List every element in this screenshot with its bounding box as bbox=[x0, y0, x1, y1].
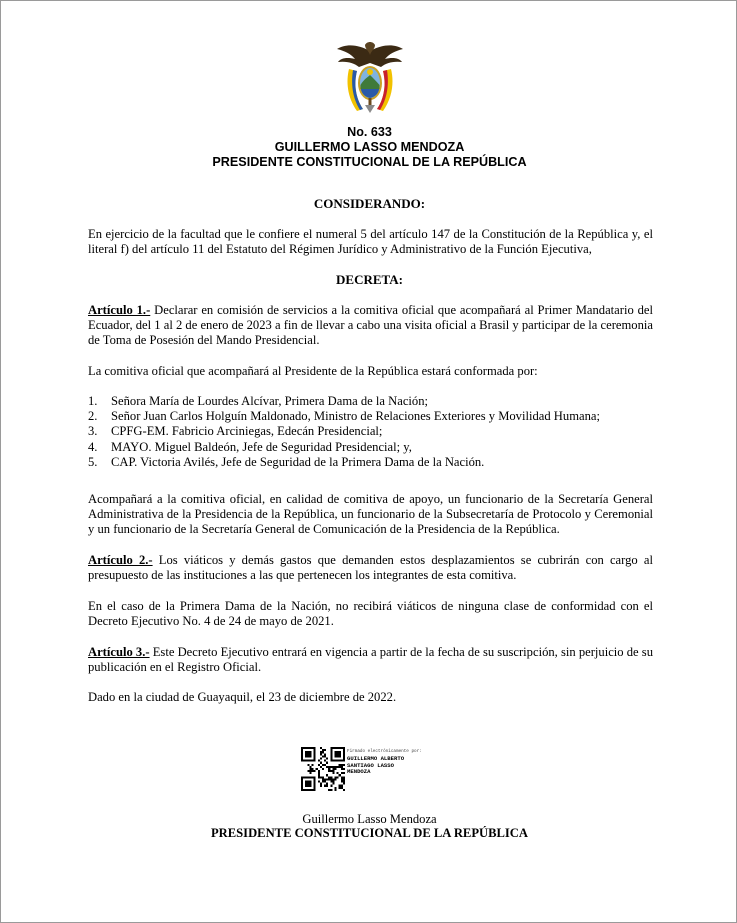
list-item-text: MAYO. Miguel Baldeón, Jefe de Seguridad Presidencial; y, bbox=[111, 439, 412, 454]
article-2-label: Artículo 2.- bbox=[88, 553, 153, 567]
list-item-number: 2. bbox=[88, 409, 98, 424]
e-signature-signer-line: MENDOZA bbox=[347, 768, 371, 776]
list-item-text: Señora María de Lourdes Alcívar, Primera Dama de la Nación; bbox=[111, 394, 429, 408]
article-3-text: Este Decreto Ejecutivo entrará en vigencia a partir de la fecha de su suscripción, sin perjuicio de su publicación en el Registro Oficial. bbox=[88, 645, 653, 675]
list-item-text: Señor Juan Carlos Holguín Maldonado, Ministro de Relaciones Exteriores y Movilidad Humana; bbox=[111, 409, 600, 424]
list-item bbox=[88, 440, 653, 455]
decree-number: No. 633 bbox=[347, 125, 392, 139]
list-item bbox=[88, 424, 653, 439]
decreta-title: DECRETA: bbox=[336, 272, 403, 287]
article-1-label: Artículo 1.- bbox=[88, 303, 151, 317]
considerando-title: CONSIDERANDO: bbox=[313, 196, 426, 211]
list-item bbox=[88, 455, 653, 470]
list-item-number: 5. bbox=[88, 454, 98, 469]
article-2 bbox=[88, 553, 653, 583]
article-2-extra: En el caso de la Primera Dama de la Nación, no recibirá viáticos de ninguna clase de conformidad con el Decreto Ejecutivo No. 4 de 24 de mayo de 2021. bbox=[88, 599, 653, 629]
article-1 bbox=[88, 303, 653, 349]
signatory-name: Guillermo Lasso Mendoza bbox=[302, 812, 437, 826]
e-signature-caption: Firmado electrónicamente por: bbox=[347, 749, 422, 754]
article-1-text: Declarar en comisión de servicios a la comitiva oficial que acompañará al Primer Mandatario del Ecuador, del 1 al 2 de enero de 2023 a fin de llevar a cabo una visita oficial a Brasil y participar de la ceremonia de Toma de Posesión del Mando Presidencial. bbox=[88, 303, 653, 348]
signatory-title: PRESIDENTE CONSTITUCIONAL DE LA REPÚBLICA bbox=[210, 826, 528, 840]
e-signature-signer-line: GUILLERMO ALBERTO bbox=[347, 755, 405, 762]
list-item-number: 4. bbox=[88, 439, 98, 454]
e-signature-signer bbox=[347, 756, 467, 776]
considerando-text: En ejercicio de la facultad que le confiere el numeral 5 del artículo 147 de la Constitución de la República y, el literal f) del artículo 11 del Estatuto del Régimen Jurídico y Administrativo de la Función Ejecutiva, bbox=[88, 227, 653, 257]
list-item-text: CAP. Victoria Avilés, Jefe de Seguridad de la Primera Dama de la Nación. bbox=[111, 454, 485, 469]
ecuador-coat-of-arms-icon bbox=[335, 41, 405, 115]
support-delegation-text: Acompañará a la comitiva oficial, en calidad de comitiva de apoyo, un funcionario de la Secretaría General Administrativa de la Presidencia de la República, un funcionario de la Subsecretaría de Protocolo y Ceremonial y un funcionario de la Secretaría General de Comunicación de la Presidencia de la República. bbox=[88, 492, 653, 537]
qr-code-icon bbox=[301, 747, 345, 791]
list-intro: La comitiva oficial que acompañará al Presidente de la República estará conformada por: bbox=[88, 364, 538, 378]
list-item-number: 3. bbox=[88, 424, 98, 439]
article-2-text: Los viáticos y demás gastos que demanden estos desplazamientos se cubrirán con cargo al presupuesto de las instituciones a las que pertenecen los integrantes de esta comitiva. bbox=[88, 553, 653, 583]
delegation-list bbox=[88, 394, 653, 470]
list-item bbox=[88, 394, 653, 409]
closing-text: Dado en la ciudad de Guayaquil, el 23 de diciembre de 2022. bbox=[88, 690, 397, 704]
president-title: PRESIDENTE CONSTITUCIONAL DE LA REPÚBLICA bbox=[212, 155, 527, 169]
list-item bbox=[88, 409, 653, 424]
article-3 bbox=[88, 645, 653, 675]
president-name: GUILLERMO LASSO MENDOZA bbox=[274, 140, 465, 154]
list-item-text: CPFG-EM. Fabricio Arciniegas, Edecán Presidencial; bbox=[111, 424, 383, 439]
e-signature-signer-line: SANTIAGO LASSO bbox=[347, 761, 394, 769]
list-item-number: 1. bbox=[88, 394, 98, 408]
article-3-label: Artículo 3.- bbox=[88, 645, 150, 659]
